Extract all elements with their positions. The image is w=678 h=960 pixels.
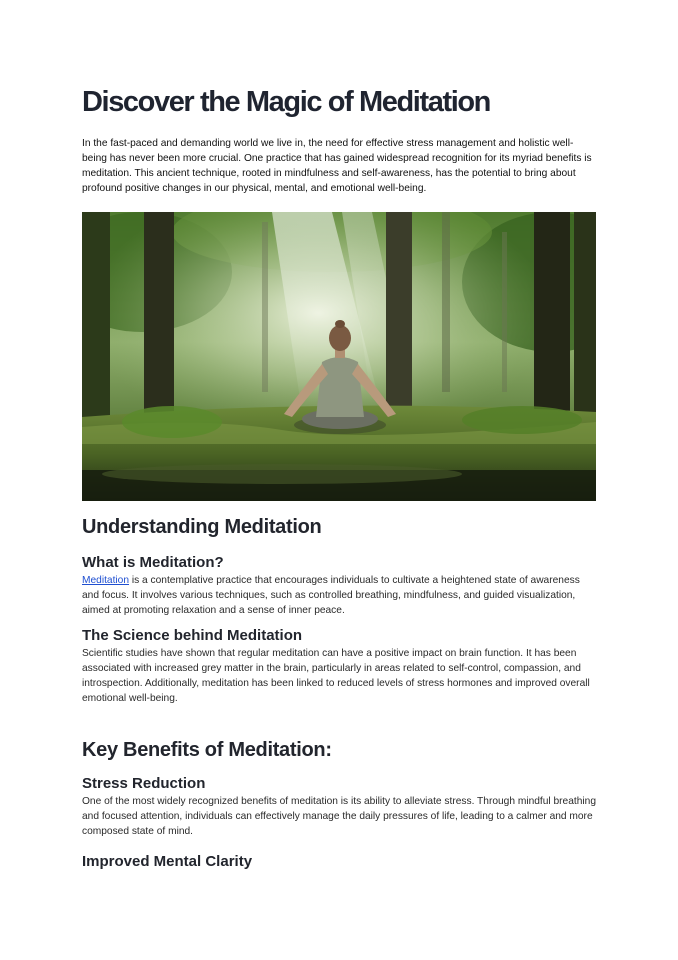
what-is-meditation-text: is a contemplative practice that encourages individuals to cultivate a heightened state of awareness and focus. It involves various techniques, such as controlled breathing, mindfulness, and guided visualization, aimed at promoting relaxation and a sense of inner peace. bbox=[82, 575, 580, 616]
what-is-meditation-paragraph bbox=[82, 573, 596, 618]
document-content bbox=[82, 84, 596, 872]
science-heading: The Science behind Meditation bbox=[82, 627, 303, 644]
page-title: Discover the Magic of Meditation bbox=[82, 86, 490, 118]
understanding-heading: Understanding Meditation bbox=[82, 516, 322, 538]
stress-reduction-paragraph: One of the most widely recognized benefits of meditation is its ability to alleviate stress. Through mindful breathing and focused attention, individuals can effectively manage the daily pressures of life, leading to a calmer and more composed state of mind. bbox=[82, 796, 596, 837]
key-benefits-heading: Key Benefits of Meditation: bbox=[82, 739, 332, 761]
science-paragraph: Scientific studies have shown that regular meditation can have a positive impact on brain function. It has been associated with increased grey matter in the brain, particularly in areas related to self-control, compassion, and introspection. Additionally, meditation has been linked to reduced levels of stress hormones and improved overall emotional well-being. bbox=[82, 648, 590, 704]
mental-clarity-heading: Improved Mental Clarity bbox=[82, 853, 253, 870]
meditation-link[interactable]: Meditation bbox=[82, 575, 130, 586]
stress-reduction-heading: Stress Reduction bbox=[82, 775, 206, 792]
intro-paragraph: In the fast-paced and demanding world we live in, the need for effective stress management and holistic well-being has never been more crucial. One practice that has gained widespread recognition for its myriad benefits is meditation. This ancient technique, rooted in mindfulness and self-awareness, has the potential to bring about profound positive changes in our physical, mental, and emotional well-being. bbox=[82, 138, 592, 194]
what-is-meditation-heading: What is Meditation? bbox=[82, 554, 224, 571]
meditation-forest-image bbox=[82, 212, 596, 501]
